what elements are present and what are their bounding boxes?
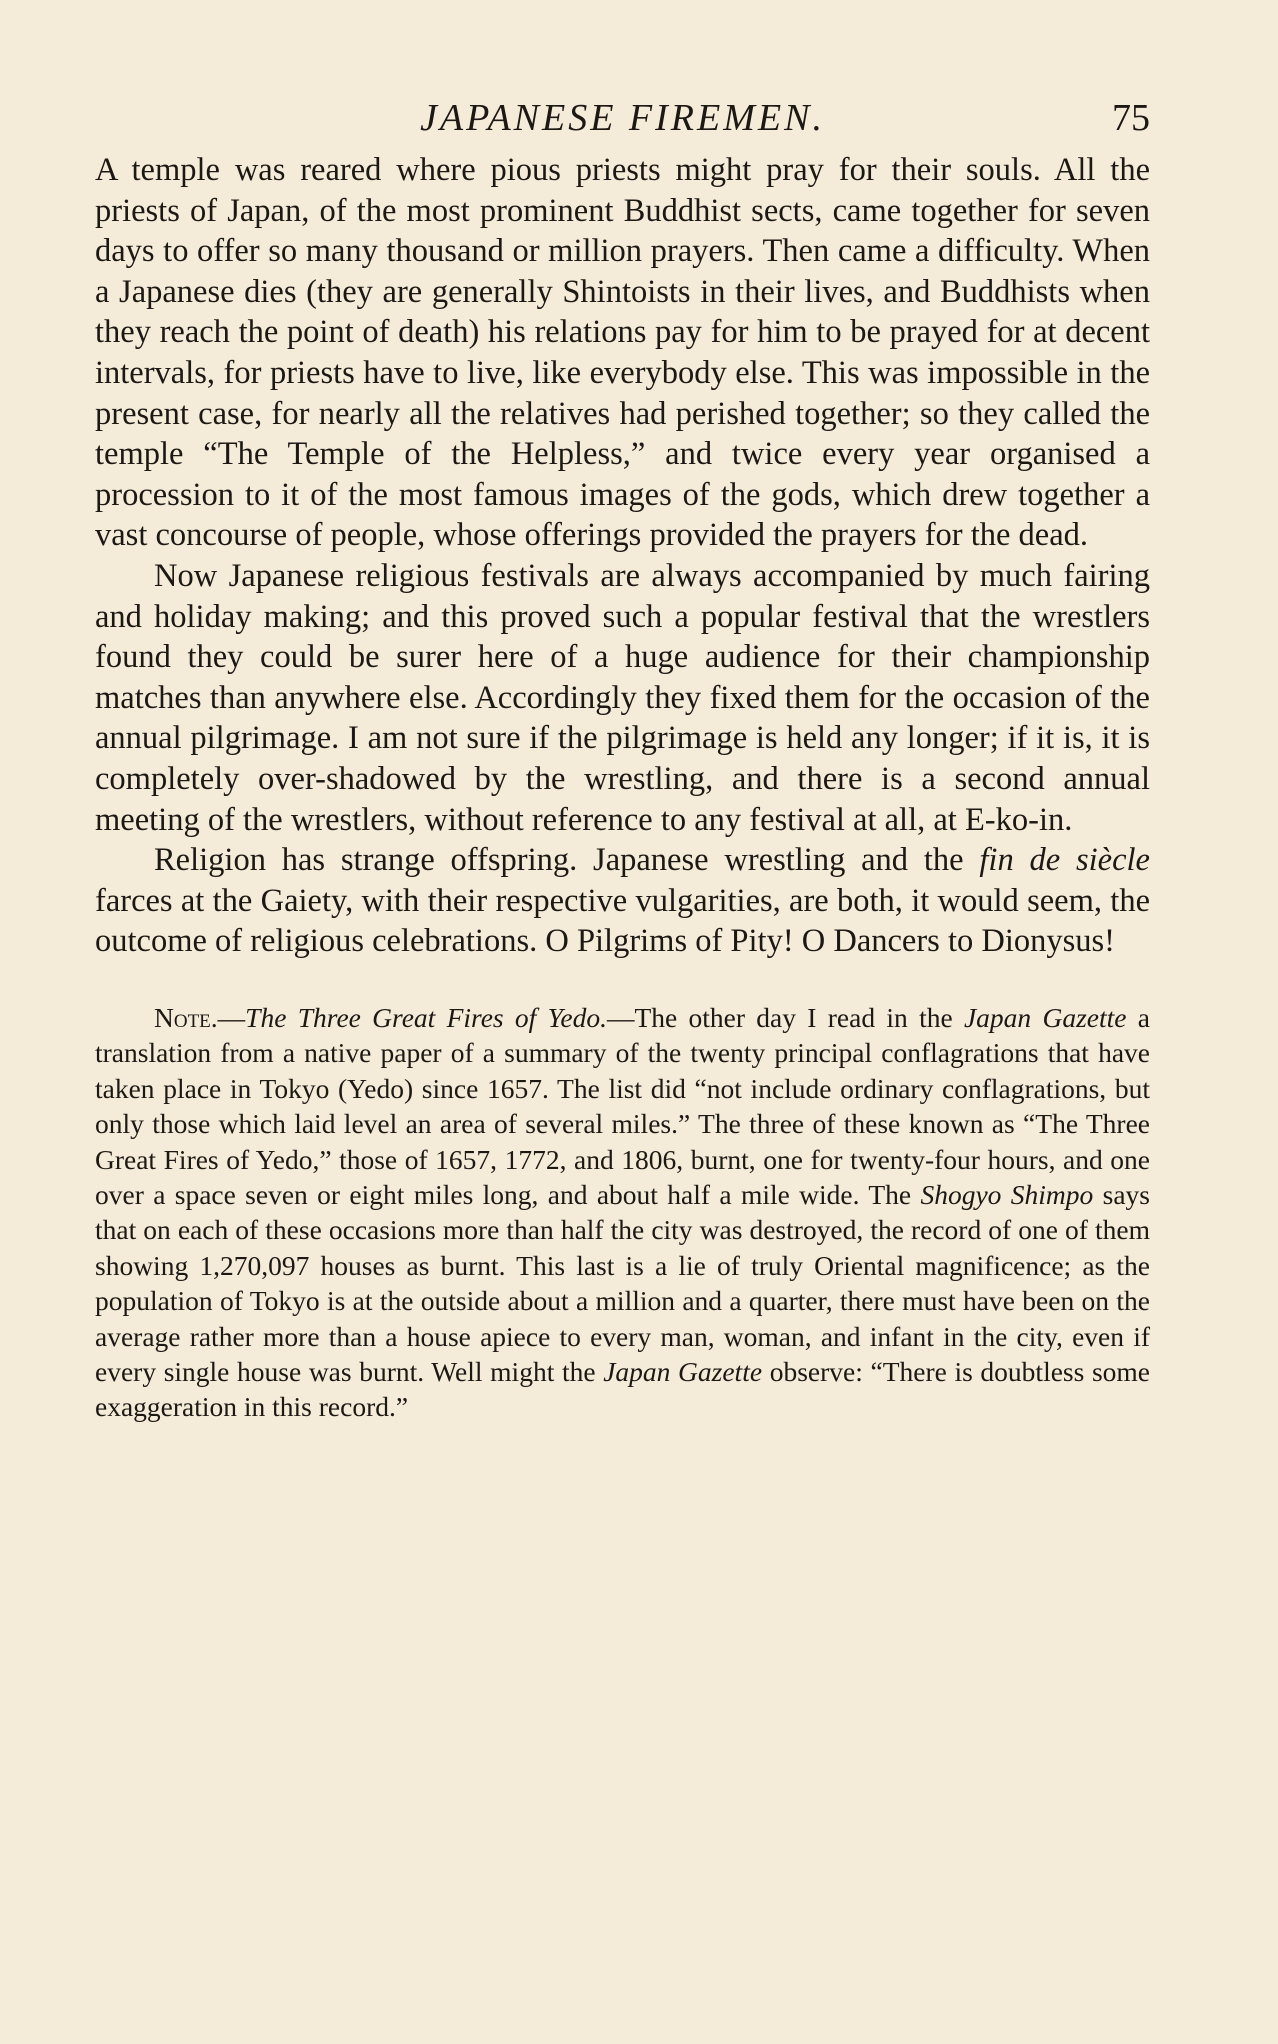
note-dash: .— bbox=[210, 1001, 246, 1033]
note-title: The Three Great Fires of Yedo. bbox=[245, 1001, 607, 1033]
note-text-4: observe: “There is doubtless some exaggeration in this record.” bbox=[95, 1355, 1151, 1423]
note-italic-japan-gazette-2: Japan Gazette bbox=[603, 1355, 763, 1387]
note-italic-shogyo-shimpo: Shogyo Shimpo bbox=[920, 1178, 1094, 1210]
note-text-2: a translation from a native paper of a summary of the twenty principal conflagrations that have taken place in Tokyo (Yedo) since 1657. The list did “not include ordinary conflagrations, but only those which laid level an area of several miles.” The three of these known as “The Three Great Fires of Yedo,” those of 1657, 1772, and 1806, burnt, one for twenty-four hours, and one over a space seven or eight miles long, and about half a mile wide. The bbox=[95, 1001, 1150, 1210]
paragraph-religion-italic: fin de siècle bbox=[979, 842, 1150, 879]
note-italic-japan-gazette: Japan Gazette bbox=[963, 1001, 1127, 1033]
running-title: JAPANESE FIREMEN. bbox=[420, 97, 825, 139]
paragraph-religion-text-2: farces at the Gaiety, with their respective vulgarities, are both, it would seem, the outcome of religious celebrations. O Pilgrims of Pity! O Dancers to Dionysus! bbox=[95, 882, 1150, 960]
body-text bbox=[95, 150, 1150, 962]
paragraph-religion bbox=[95, 840, 1150, 962]
note-text-1: —The other day I read in the bbox=[606, 1001, 964, 1033]
page-number: 75 bbox=[1112, 97, 1150, 139]
paragraph-temple: A temple was reared where pious priests might pray for their souls. All the priests of Japan, of the most prominent Buddhist sects, came together for seven days to offer so many thousand or million prayers. Then came a difficulty. When a Japanese dies (they are generally Shintoists in their lives, and Buddhists when they reach the point of death) his relations pay for him to be prayed for at decent intervals, for priests have to live, like everybody else. This was impossible in the present case, for nearly all the relatives had perished together; so they called the temple “The Temple of the Helpless,” and twice every year organised a procession to it of the most famous images of the gods, which drew together a vast concourse of people, whose offerings provided the prayers for the dead. bbox=[95, 152, 1150, 554]
running-head bbox=[95, 88, 1150, 150]
footnote bbox=[95, 1000, 1150, 1425]
note-label: Note bbox=[154, 1001, 211, 1033]
paragraph-religion-text-1: Religion has strange offspring. Japanese wrestling and the bbox=[154, 842, 980, 879]
book-page bbox=[95, 88, 1150, 1425]
note-text-3: says that on each of these occasions more than half the city was destroyed, the record of one of them showing 1,270,097 houses as burnt. This last is a lie of truly Oriental magnificence; as the population of Tokyo is at the outside about a million and a quarter, there must have been on the average rather more than a house apiece to every man, woman, and infant in the city, even if every single house was burnt. Well might the bbox=[95, 1178, 1150, 1387]
paragraph-festivals: Now Japanese religious festivals are always accompanied by much fairing and holiday making; and this proved such a popular festival that the wrestlers found they could be surer here of a huge audience for their championship matches than anywhere else. Accordingly they fixed them for the occasion of the annual pilgrimage. I am not sure if the pilgrimage is held any longer; if it is, it is completely over-shadowed by the wrestling, and there is a second annual meeting of the wrestlers, without reference to any festival at all, at E-ko-in. bbox=[95, 557, 1150, 838]
note-paragraph bbox=[95, 1000, 1150, 1425]
